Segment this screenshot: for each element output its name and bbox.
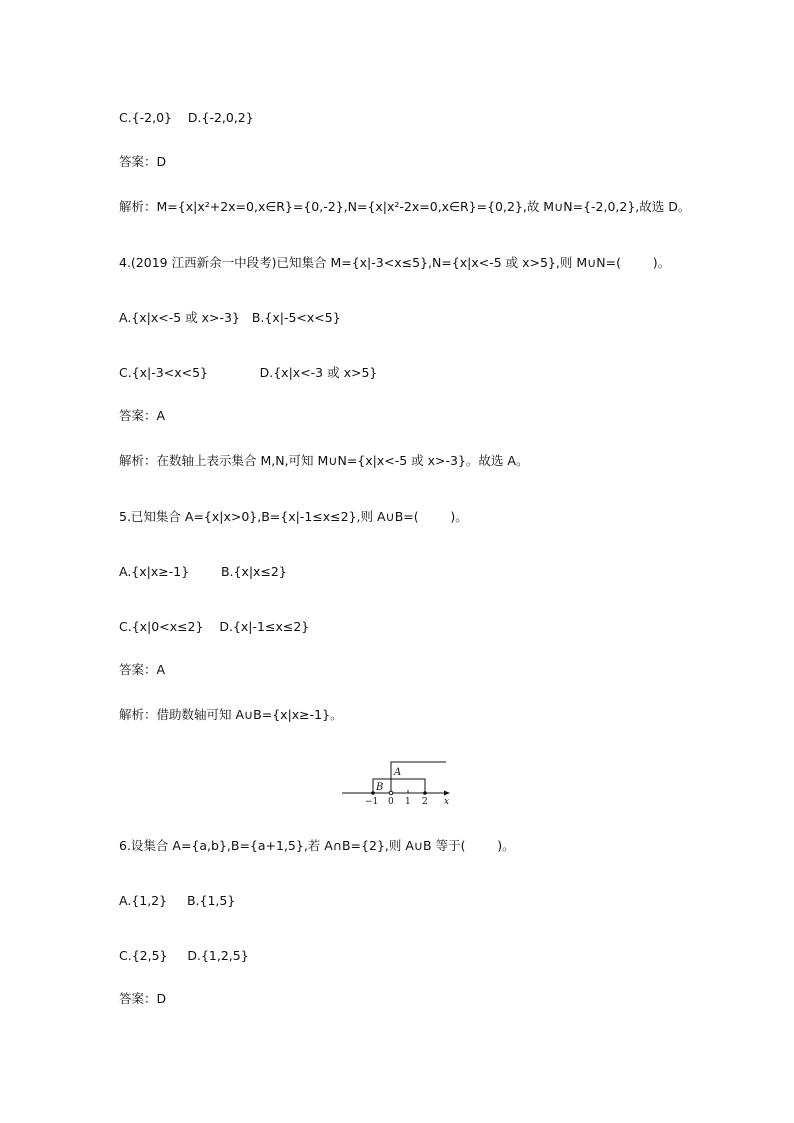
- q5-stem: 5.已知集合 A={x|x>0},B={x|-1≤x≤2},则 A∪B=( )。: [119, 509, 468, 524]
- number-line-figure: [340, 758, 455, 808]
- q6-options-cd: C.{2,5} D.{1,2,5}: [119, 948, 249, 963]
- q6-stem: 6.设集合 A={a,b},B={a+1,5},若 A∩B={2},则 A∪B 等于( )。: [119, 838, 515, 853]
- q6-answer: 答案：D: [119, 991, 167, 1006]
- q3-answer: 答案：D: [119, 154, 167, 169]
- point-2-dot: [423, 791, 427, 795]
- q5-answer: 答案：A: [119, 662, 166, 677]
- tick-label-1: 1: [405, 797, 411, 807]
- q3-options-cd: C.{-2,0} D.{-2,0,2}: [119, 110, 254, 125]
- q4-options-ab: A.{x|x<-5 或 x>-3} B.{x|-5<x<5}: [119, 310, 341, 325]
- point-0-open-dot: [389, 791, 393, 795]
- set-b-label: B: [376, 782, 384, 793]
- q5-options-ab: A.{x|x≥-1} B.{x|x≤2}: [119, 564, 287, 579]
- tick-label-2: 2: [422, 797, 428, 807]
- q4-options-cd: C.{x|-3<x<5} D.{x|x<-3 或 x>5}: [119, 365, 378, 380]
- q4-explanation: 解析：在数轴上表示集合 M,N,可知 M∪N={x|x<-5 或 x>-3}。故选 A。: [119, 453, 529, 468]
- point-neg1-dot: [371, 791, 375, 795]
- tick-label-neg1: −1: [365, 797, 379, 807]
- q4-stem: 4.(2019 江西新余一中段考)已知集合 M={x|-3<x≤5},N={x|x<-5 或 x>5},则 M∪N=( )。: [119, 255, 671, 270]
- tick-label-0: 0: [388, 797, 394, 807]
- axis-arrow-icon: [444, 791, 450, 796]
- q5-explanation: 解析：借助数轴可知 A∪B={x|x≥-1}。: [119, 707, 343, 722]
- axis-label-x: x: [444, 797, 450, 807]
- q6-options-ab: A.{1,2} B.{1,5}: [119, 893, 236, 908]
- q3-explanation: 解析：M={x|x²+2x=0,x∈R}={0,-2},N={x|x²-2x=0,x∈R}={0,2},故 M∪N={-2,0,2},故选 D。: [119, 199, 691, 214]
- set-a-label: A: [394, 767, 402, 778]
- q5-options-cd: C.{x|0<x≤2} D.{x|-1≤x≤2}: [119, 619, 310, 634]
- q4-answer: 答案：A: [119, 408, 166, 423]
